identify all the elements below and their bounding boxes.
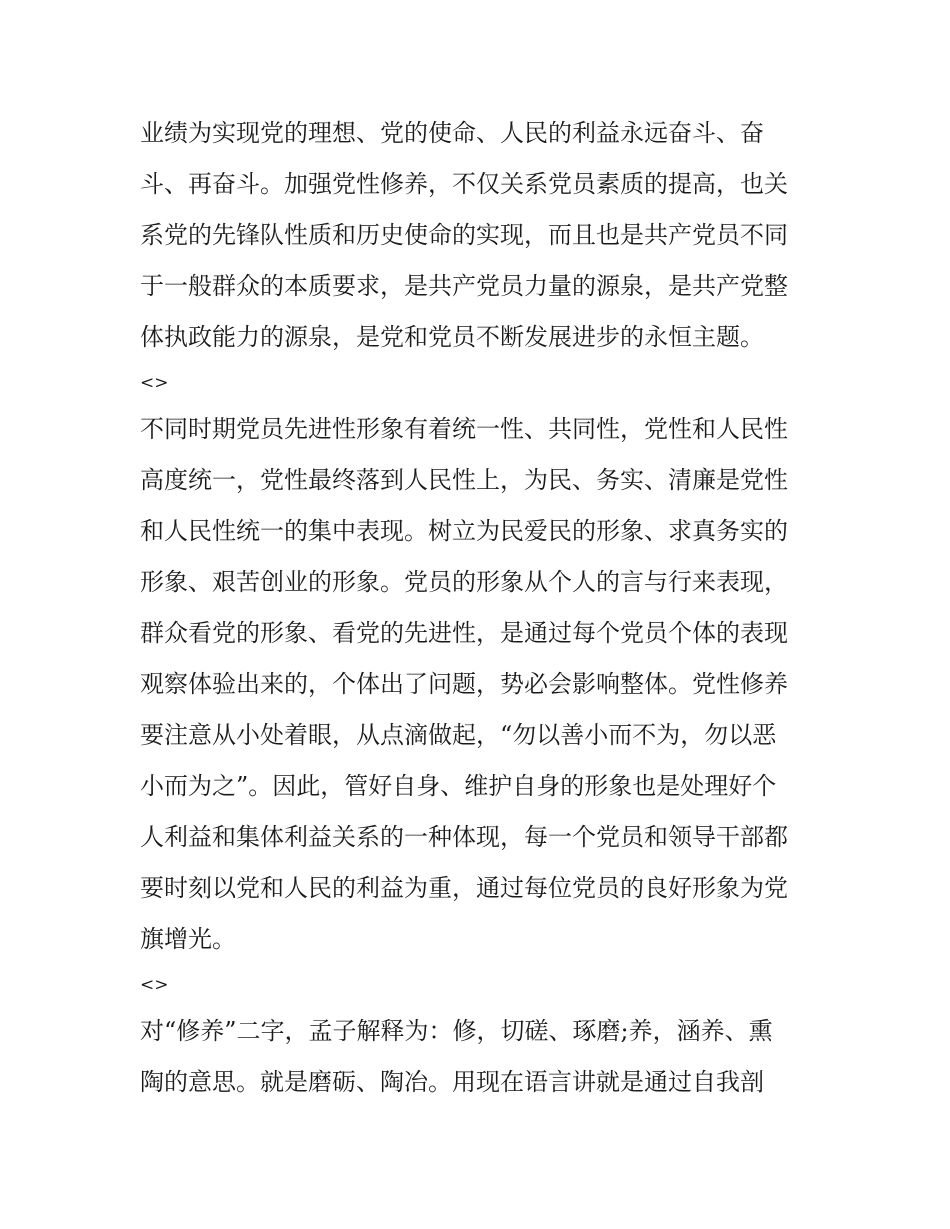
section-marker: <>: [140, 975, 169, 995]
text-line: 旗增光。: [140, 925, 236, 953]
text-line: 要注意从小处着眼，从点滴做起，“勿以善小而不为，勿以恶: [140, 721, 777, 749]
text-line: 系党的先锋队性质和历史使命的实现，而且也是共产党员不同: [140, 221, 788, 249]
text-line: 人利益和集体利益关系的一种体现，每一个党员和领导干部都: [140, 823, 788, 851]
paragraph-2: [140, 404, 820, 965]
paragraph-1: [140, 108, 820, 363]
text-line: 形象、艰苦创业的形象。党员的形象从个人的言与行来表现，: [140, 568, 788, 596]
text-line: 业绩为实现党的理想、党的使命、人民的利益永远奋斗、奋: [140, 119, 764, 147]
text-line: 斗、再奋斗。加强党性修养，不仅关系党员素质的提高，也关: [140, 170, 788, 198]
text-line: 要时刻以党和人民的利益为重，通过每位党员的良好形象为党: [140, 874, 788, 902]
section-marker: <>: [140, 373, 169, 393]
text-line: 体执政能力的源泉，是党和党员不断发展进步的永恒主题。: [140, 323, 764, 351]
text-line: 和人民性统一的集中表现。树立为民爱民的形象、求真务实的: [140, 517, 788, 545]
text-line: 不同时期党员先进性形象有着统一性、共同性，党性和人民性: [140, 415, 788, 443]
text-line: 于一般群众的本质要求，是共产党员力量的源泉，是共产党整: [140, 272, 788, 300]
text-line: 小而为之”。因此，管好自身、维护自身的形象也是处理好个: [140, 772, 777, 800]
document-body: [140, 108, 820, 1108]
text-line: 对“修养”二字，孟子解释为：修，切磋、琢磨;养，涵养、熏: [140, 1017, 773, 1045]
text-line: 高度统一，党性最终落到人民性上，为民、务实、清廉是党性: [140, 466, 788, 494]
text-line: 群众看党的形象、看党的先进性，是通过每个党员个体的表现: [140, 619, 788, 647]
paragraph-3: [140, 1006, 820, 1108]
text-line: 陶的意思。就是磨砺、陶冶。用现在语言讲就是通过自我剖: [140, 1068, 764, 1096]
text-line: 观察体验出来的，个体出了问题，势必会影响整体。党性修养: [140, 670, 788, 698]
